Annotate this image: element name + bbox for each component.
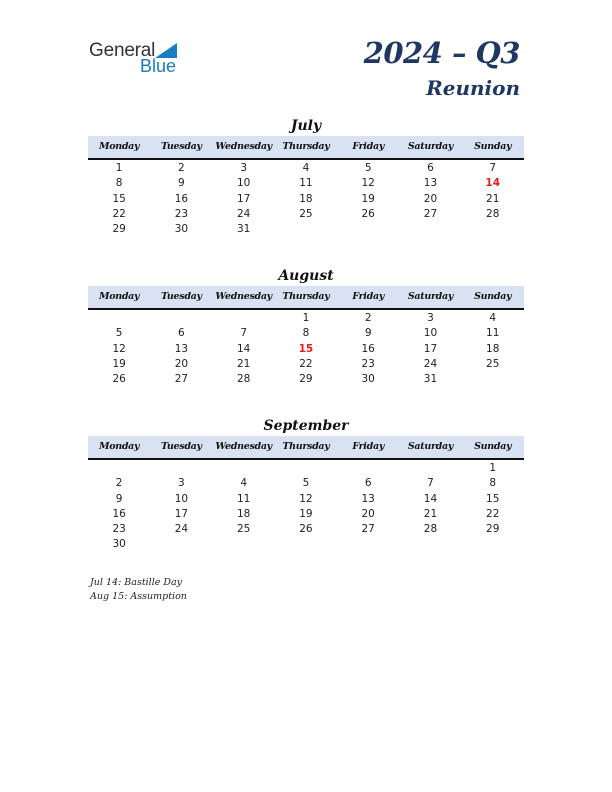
day-cell: 25 <box>486 357 500 370</box>
empty-cell <box>462 537 524 552</box>
day-grid <box>88 160 524 237</box>
empty-cell <box>150 461 212 476</box>
day-cell: 15 <box>298 342 314 355</box>
day-cell: 19 <box>112 357 126 370</box>
day-cell: 12 <box>112 342 126 355</box>
day-cell: 20 <box>423 192 438 205</box>
day-cell: 5 <box>364 162 372 174</box>
weekday-friday: Friday <box>352 141 385 152</box>
day-cell: 18 <box>486 342 500 355</box>
weekday-saturday: Saturday <box>407 291 454 302</box>
day-cell: 26 <box>112 373 126 386</box>
day-cell: 30 <box>174 223 189 236</box>
day-cell: 29 <box>112 223 126 236</box>
empty-cell <box>399 461 461 476</box>
day-cell: 28 <box>423 523 438 536</box>
weekday-monday: Monday <box>98 291 140 302</box>
day-cell: 7 <box>427 477 434 490</box>
day-cell: 6 <box>427 162 434 174</box>
day-cell: 14 <box>423 492 438 505</box>
day-cell: 29 <box>299 373 313 386</box>
day-cell: 25 <box>299 207 313 220</box>
weekday-thursday: Thursday <box>282 291 330 302</box>
day-cell: 2 <box>115 477 123 490</box>
day-cell: 21 <box>423 507 438 520</box>
month-july <box>88 116 524 237</box>
empty-cell <box>88 461 150 476</box>
weekday-monday: Monday <box>98 441 140 452</box>
holiday-note: Aug 15: Assumption <box>90 591 187 602</box>
empty-cell <box>337 222 399 237</box>
weekday-sunday: Sunday <box>474 441 512 452</box>
day-cell: 24 <box>236 207 251 220</box>
day-cell: 8 <box>302 327 310 340</box>
day-cell: 10 <box>236 177 251 190</box>
day-cell: 5 <box>302 477 310 490</box>
day-cell: 4 <box>302 162 310 174</box>
day-cell: 14 <box>485 177 501 190</box>
day-cell: 7 <box>489 162 497 174</box>
day-grid <box>88 310 524 387</box>
day-cell: 27 <box>423 207 438 220</box>
empty-cell <box>88 311 150 326</box>
day-cell: 3 <box>240 162 247 174</box>
weekday-header <box>88 136 524 160</box>
day-cell: 16 <box>174 192 189 205</box>
day-cell: 22 <box>299 357 313 370</box>
day-cell: 13 <box>423 177 438 190</box>
weekday-friday: Friday <box>352 291 385 302</box>
day-cell: 22 <box>112 207 126 220</box>
weekday-thursday: Thursday <box>282 441 330 452</box>
day-cell: 25 <box>236 523 251 536</box>
day-cell: 16 <box>112 507 126 520</box>
holiday-note: Jul 14: Bastille Day <box>90 577 183 588</box>
day-cell: 5 <box>115 327 123 340</box>
day-cell: 28 <box>486 207 500 220</box>
day-cell: 21 <box>486 192 500 205</box>
day-cell: 16 <box>361 342 375 355</box>
day-grid <box>88 460 524 553</box>
day-cell: 1 <box>489 462 497 474</box>
day-cell: 31 <box>236 223 251 236</box>
day-cell: 17 <box>174 507 189 520</box>
empty-cell <box>399 537 461 552</box>
day-cell: 21 <box>236 357 251 370</box>
day-cell: 13 <box>361 492 375 505</box>
day-cell: 19 <box>361 192 375 205</box>
day-cell: 9 <box>178 177 185 190</box>
empty-cell <box>213 537 275 552</box>
weekday-tuesday: Tuesday <box>161 291 202 302</box>
weekday-saturday: Saturday <box>407 141 454 152</box>
day-cell: 6 <box>178 327 185 340</box>
weekday-wednesday: Wednesday <box>215 441 272 452</box>
month-september <box>88 416 524 553</box>
empty-cell <box>275 537 337 552</box>
empty-cell <box>150 537 212 552</box>
day-cell: 27 <box>174 373 189 386</box>
month-august <box>88 266 524 387</box>
day-cell: 24 <box>174 523 189 536</box>
day-cell: 26 <box>361 207 375 220</box>
weekday-thursday: Thursday <box>282 141 330 152</box>
day-cell: 10 <box>174 492 189 505</box>
day-cell: 17 <box>236 192 251 205</box>
day-cell: 18 <box>299 192 313 205</box>
day-cell: 23 <box>361 357 375 370</box>
day-cell: 12 <box>361 177 375 190</box>
day-cell: 1 <box>115 162 123 174</box>
day-cell: 11 <box>299 177 313 190</box>
empty-cell <box>462 222 524 237</box>
day-cell: 17 <box>423 342 438 355</box>
day-cell: 1 <box>302 312 310 324</box>
day-cell: 11 <box>486 327 500 340</box>
weekday-sunday: Sunday <box>474 141 512 152</box>
day-cell: 22 <box>486 507 500 520</box>
day-cell: 29 <box>486 523 500 536</box>
day-cell: 13 <box>174 342 189 355</box>
page-title: 2024 – Q3 <box>363 36 520 70</box>
empty-cell <box>213 461 275 476</box>
empty-cell <box>337 461 399 476</box>
day-cell: 15 <box>486 492 500 505</box>
empty-cell <box>399 222 461 237</box>
logo <box>89 40 209 80</box>
empty-cell <box>462 372 524 387</box>
weekday-tuesday: Tuesday <box>161 141 202 152</box>
day-cell: 9 <box>364 327 372 340</box>
day-cell: 8 <box>115 177 123 190</box>
day-cell: 2 <box>364 312 372 324</box>
day-cell: 11 <box>236 492 251 505</box>
logo-general-text: General <box>89 40 156 61</box>
empty-cell <box>337 537 399 552</box>
day-cell: 3 <box>178 477 185 490</box>
day-cell: 23 <box>112 523 126 536</box>
day-cell: 7 <box>240 327 247 340</box>
day-cell: 4 <box>240 477 247 490</box>
empty-cell <box>275 461 337 476</box>
day-cell: 31 <box>423 373 438 386</box>
day-cell: 9 <box>115 492 123 505</box>
day-cell: 8 <box>489 477 497 490</box>
holiday-notes <box>90 576 187 604</box>
day-cell: 14 <box>236 342 251 355</box>
weekday-wednesday: Wednesday <box>215 141 272 152</box>
empty-cell <box>150 311 212 326</box>
day-cell: 18 <box>236 507 251 520</box>
month-name: August <box>278 268 334 284</box>
day-cell: 28 <box>236 373 251 386</box>
day-cell: 20 <box>361 507 375 520</box>
day-cell: 23 <box>174 207 189 220</box>
day-cell: 24 <box>423 357 438 370</box>
month-name: July <box>290 118 322 134</box>
weekday-monday: Monday <box>98 141 140 152</box>
day-cell: 3 <box>427 312 434 324</box>
empty-cell <box>213 311 275 326</box>
month-name: September <box>263 418 349 434</box>
day-cell: 15 <box>112 192 126 205</box>
day-cell: 10 <box>423 327 438 340</box>
weekday-tuesday: Tuesday <box>161 441 202 452</box>
weekday-friday: Friday <box>352 441 385 452</box>
logo-blue-text: Blue <box>140 56 177 76</box>
day-cell: 6 <box>364 477 372 490</box>
weekday-saturday: Saturday <box>407 441 454 452</box>
weekday-header <box>88 436 524 460</box>
day-cell: 19 <box>299 507 313 520</box>
empty-cell <box>275 222 337 237</box>
day-cell: 20 <box>174 357 189 370</box>
weekday-sunday: Sunday <box>474 291 512 302</box>
day-cell: 30 <box>112 538 126 551</box>
day-cell: 4 <box>489 312 497 324</box>
page-subtitle: Reunion <box>426 76 520 100</box>
day-cell: 12 <box>299 492 313 505</box>
day-cell: 27 <box>361 523 375 536</box>
day-cell: 30 <box>361 373 375 386</box>
day-cell: 2 <box>178 162 185 174</box>
weekday-header <box>88 286 524 310</box>
day-cell: 26 <box>299 523 313 536</box>
weekday-wednesday: Wednesday <box>215 291 272 302</box>
